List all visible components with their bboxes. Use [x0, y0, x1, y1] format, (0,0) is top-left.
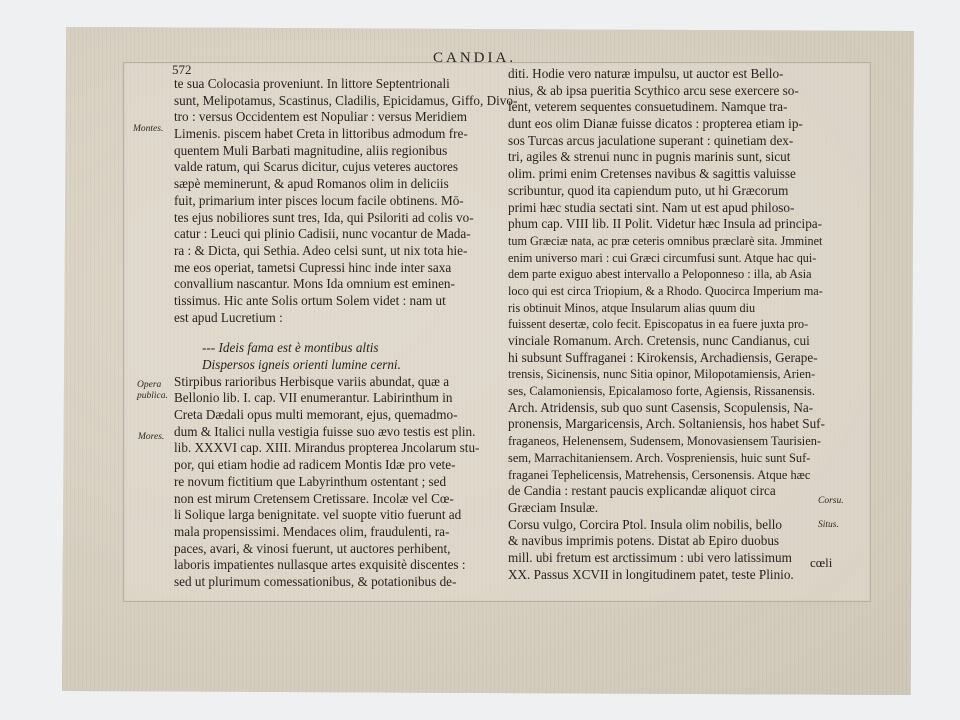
text-line: XX. Passus XCVII in longitudinem patet, teste Plinio.: [508, 566, 794, 582]
text-line: sed ut plurimum comessationibus, & potationibus de-: [174, 573, 457, 589]
text-line: quentem Muli Barbati magnitudine, aliis regionibus: [174, 142, 448, 158]
text-line: loco qui est circa Triopium, & a Rhodo. Quocirca Imperium ma-: [508, 283, 823, 298]
text-line: fuit, primarium inter pisces locum facile obtinens. Mō-: [174, 192, 464, 208]
text-line: trensis, Sicinensis, nunc Sitia opinor, Milopotamiensis, Arien-: [508, 367, 816, 382]
text-line: convallium nascantur. Mons Ida omnium est eminen-: [174, 276, 455, 292]
text-line: por, qui etiam hodie ad radicem Montis Idæ pro vete-: [174, 457, 456, 473]
text-line: non est mirum Cretensem Cretissare. Incolæ vel Cœ-: [174, 490, 454, 506]
text-line: mill. ubi fretum est arctissimum : ubi vero latissimum: [508, 549, 792, 565]
text-line: Creta Dædali opus multi memorant, ejus, quemadmo-: [174, 407, 458, 423]
text-line: dunt eos olim Dianæ fuisse dicatos : propterea etiam ip-: [508, 116, 803, 132]
text-line: te sua Colocasia proveniunt. In littore Septentrionali: [174, 76, 450, 91]
text-line: Græciam Insulæ.: [508, 499, 599, 515]
text-line: Bellonio lib. I. cap. VII enumerantur. Labirinthum in: [174, 390, 453, 406]
margin-note-montes: Montes.: [133, 124, 164, 134]
text-line: fuissent desertæ, colo fecit. Episcopatus in ea fuere juxta pro-: [508, 317, 809, 332]
text-line: fraganeos, Helenensem, Sudensem, Monovasiensem Taurisien-: [508, 434, 822, 449]
text-line: dem parte exiguo abest intervallo a Peloponneso : illa, ab Asia: [508, 267, 812, 282]
text-line: fraganei Tephelicensis, Matrehensis, Cersonensis. Atque hæc: [508, 467, 811, 482]
text-line: sem, Marrachitaniensem. Arch. Vospreniensis, huic sunt Suf-: [508, 450, 811, 465]
margin-note-situs: Situs.: [818, 520, 839, 530]
page-header: CANDIA.: [433, 50, 517, 66]
text-line: paces, avari, & vinosi fuerunt, ut auctores perhibent,: [174, 540, 451, 556]
text-line: catur : Leuci qui plinio Cadisii, nunc vocantur de Mada-: [174, 226, 471, 242]
text-line: tro : versus Occidentem est Nopuliar : versus Meridiem: [174, 109, 467, 125]
text-line: olim. primi enim Cretenses navibus & sagittis valuisse: [508, 166, 796, 182]
text-line: li Solique larga benignitate. vel suopte vitio fuerunt ad: [174, 507, 462, 523]
text-line: vinciale Romanum. Arch. Cretensis, nunc Candianus, cui: [508, 333, 810, 348]
text-line: diti. Hodie vero naturæ impulsu, ut auctor est Bello-: [508, 66, 784, 81]
text-line: me eos operiat, tametsi Cupressi hinc inde inter saxa: [174, 259, 452, 275]
catchword: cœli: [810, 555, 833, 570]
text-line: tissimus. Hic ante Solis ortum Solem videt : nam ut: [174, 292, 446, 308]
text-line: tum Græciæ nata, ac præ ceteris omnibus præclarè sita. Jmminet: [508, 233, 823, 248]
text-line: sæpè meminerunt, & apud Romanos olim in deliciis: [174, 176, 449, 192]
text-line: tri, agiles & strenui nunc in pugnis marinis sunt, sicut: [508, 149, 791, 165]
text-line: ris obtinuit Minos, atque Insularum alias quum diu: [508, 300, 756, 315]
text-line: re novum fictitium que Labyrinthum ostentant ; sed: [174, 473, 447, 489]
text-line: Corsu vulgo, Corcira Ptol. Insula olim nobilis, bello: [508, 516, 782, 532]
text-line: Limenis. piscem habet Creta in littoribus admodum fre-: [174, 126, 468, 142]
text-line: ra : & Dicta, qui Sethia. Adeo celsi sunt, ut nix tota hie-: [174, 242, 468, 258]
verse-line: --- Ideis fama est è montibus altis: [202, 340, 379, 356]
text-line: phum cap. VIII lib. II Polit. Videtur hæc Insula ad principa-: [508, 216, 823, 232]
text-line: sos Turcas arcus jaculatione superant : quinetiam dex-: [508, 132, 794, 148]
text-line: lib. XXXVI cap. XIII. Mirandus propterea Jncolarum stu-: [174, 440, 480, 456]
margin-note-corsu: Corsu.: [818, 496, 844, 506]
text-line: est apud Lucretium :: [174, 309, 283, 325]
page-number: 572: [172, 62, 192, 77]
text-line: enim universo mari : cui Græci circumfusi sunt. Atque hac qui-: [508, 250, 817, 265]
text-line: hi subsunt Suffraganei : Kirokensis, Archadiensis, Gerape-: [508, 349, 818, 365]
text-line: Arch. Atridensis, sub quo sunt Casensis, Scopulensis, Na-: [508, 399, 814, 415]
text-line: laboris impatientes nullasque artes exquisitè discentes :: [174, 557, 466, 573]
margin-note-mores: Mores.: [138, 432, 165, 442]
text-line: primi hæc studia sectati sint. Nam ut est apud philoso-: [508, 199, 795, 215]
right-column: [508, 66, 834, 583]
text-line: lent, veterem sequentes consuetudinem. Namque tra-: [508, 99, 788, 115]
text-line: dum & Italici nulla vestigia fuisse suo ævo testis est plin.: [174, 423, 476, 439]
text-line: sunt, Melipotamus, Scastinus, Cladilis, Epicidamus, Giffo, Divo-: [174, 92, 518, 108]
text-line: nius, & ab ipsa pueritia Scythico arcu sese exercere so-: [508, 82, 799, 98]
left-column: [174, 76, 518, 591]
text-line: tes ejus nobiliores sunt tres, Ida, qui Psiloriti ad colis vo-: [174, 209, 474, 225]
text-line: de Candia : restant paucis explicandæ aliquot circa: [508, 483, 776, 499]
text-line: ses, Calamoniensis, Epicalamoso forte, Agiensis, Rissanensis.: [508, 384, 815, 399]
text-line: mala propensissimi. Mendaces olim, fraudulenti, ra-: [174, 523, 450, 539]
text-line: Stirpibus rarioribus Herbisque variis abundat, quæ a: [174, 373, 450, 389]
spacer: [174, 326, 500, 340]
verse-line: Dispersos igneis orienti lumine cerni.: [202, 357, 401, 372]
text-line: & navibus imprimis potens. Distat ab Epiro duobus: [508, 533, 780, 549]
text-line: valde ratum, qui Scarus dicitur, cujus veteres auctores: [174, 159, 459, 175]
text-line: pronensis, Margaricensis, Arch. Soltaniensis, hos habet Suf-: [508, 416, 825, 432]
text-line: scribuntur, quod ita capiendum puto, ut hi Græcorum: [508, 182, 789, 198]
margin-note-opera-publica: Opera publica.: [137, 380, 168, 401]
